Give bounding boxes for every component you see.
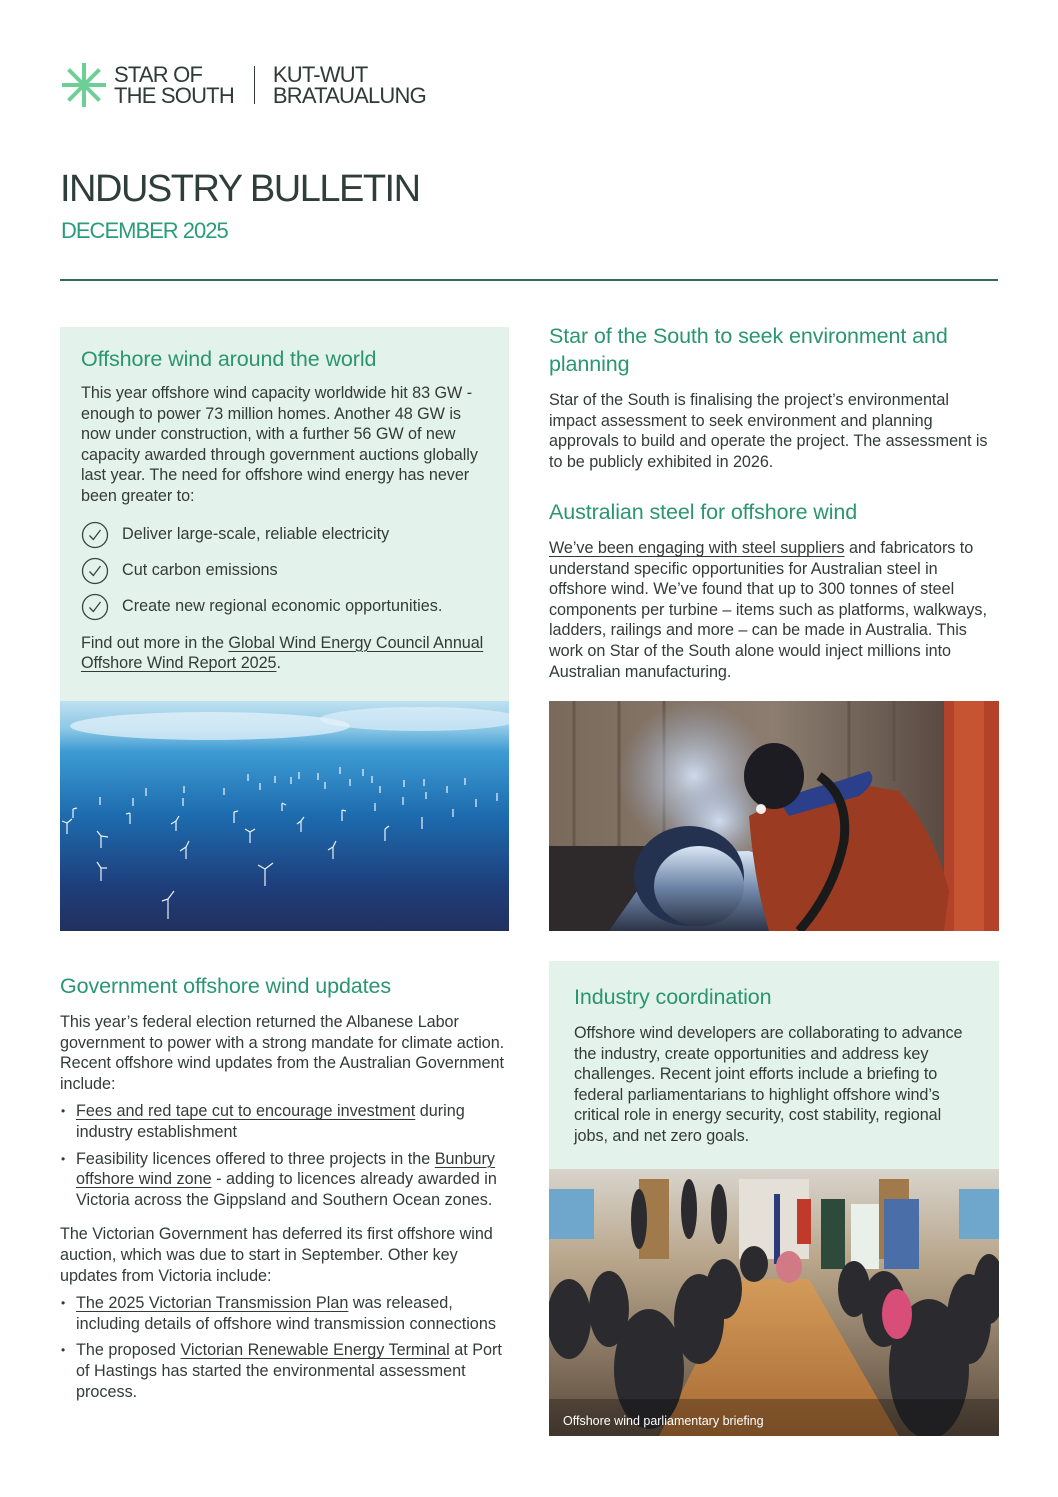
coordination-panel (549, 961, 999, 1169)
wind-farm-photo (60, 701, 509, 931)
steel-body-text: and fabricators to understand specific opportunities for Australian steel in offshore wind. We’ve found that up to 300 tonnes of steel components per turbine – items such as platforms, walkways, ladders, railings and more – can be made in Australia. This work on Star of the South alone would inject millions into Australian manufacturing. (549, 539, 987, 681)
bullet-icon: • (61, 1296, 66, 1311)
environment-planning-section (549, 322, 999, 472)
item-suffix: at Port of Hastings has started the environmental assessment process. (76, 1341, 502, 1401)
wind-farm-image (60, 701, 509, 931)
checklist-item (81, 553, 487, 589)
item-suffix: during industry establishment (76, 1102, 465, 1141)
offshore-world-more (81, 633, 487, 674)
bunbury-zone-link[interactable]: Bunbury offshore wind zone (76, 1149, 496, 1189)
welder-photo (549, 701, 999, 931)
steel-suppliers-link[interactable]: We’ve been engaging with steel suppliers (549, 539, 845, 557)
brand-alt-line2: BRATAUALUNG (272, 83, 426, 108)
briefing-photo (549, 1169, 999, 1436)
item-suffix: was released, including details of offshore wind transmission connections (76, 1294, 496, 1333)
victoria-intro: The Victorian Government has deferred its first offshore wind auction, which was due to start in September. Other key updates from Victoria include: (60, 1225, 493, 1285)
item-prefix: The proposed (76, 1341, 181, 1360)
item-prefix: Feasibility licences offered to three projects in the (76, 1149, 435, 1168)
logo-divider (254, 66, 255, 104)
brand-alt-line1: KUT-WUT (272, 62, 368, 87)
victoria-update-item (60, 1340, 510, 1402)
header-divider (60, 279, 998, 281)
brand-alt-name (273, 64, 426, 106)
victoria-updates-list (60, 1293, 510, 1402)
star-logo-icon (60, 61, 108, 109)
federal-update-item (60, 1149, 510, 1211)
renewable-terminal-link[interactable]: Victorian Renewable Energy Terminal (180, 1341, 450, 1360)
more-prefix: Find out more in the (81, 633, 229, 652)
bullet-icon: • (61, 1104, 66, 1119)
steel-body (549, 538, 999, 682)
briefing-photo-caption: Offshore wind parliamentary briefing (563, 1414, 764, 1428)
transmission-plan-link[interactable]: The 2025 Victorian Transmission Plan (76, 1294, 349, 1313)
more-suffix: . (276, 654, 281, 673)
gwec-report-link[interactable]: Global Wind Energy Council Annual Offshore Wind Report 2025 (81, 633, 484, 673)
offshore-world-panel (60, 327, 509, 701)
victoria-update-item (60, 1293, 510, 1334)
fees-red-tape-link[interactable]: Fees and red tape cut to encourage investment (76, 1102, 416, 1121)
check-circle-icon (81, 593, 109, 621)
coordination-heading: Industry coordination (574, 985, 772, 1009)
bulletin-date: DECEMBER 2025 (61, 218, 228, 243)
coordination-body: Offshore wind developers are collaborating to advance the industry, create opportunities and address key challenges. Recent joint efforts include a briefing to federal parliamentarians to highlight offshore wind’s critical role in energy security, cost stability, regional jobs, and net zero goals. (574, 1024, 963, 1145)
environment-planning-body: Star of the South is finalising the project’s environmental impact assessment to seek environment and planning approvals to build and operate the project. The assessment is to be publicly exhibited in 2026. (549, 391, 988, 471)
check-circle-icon (81, 557, 109, 585)
check-circle-icon (81, 521, 109, 549)
checklist-item (81, 589, 487, 625)
checklist-item-label: Deliver large-scale, reliable electricity (122, 525, 390, 544)
bullet-icon: • (61, 1151, 66, 1166)
steel-heading: Australian steel for offshore wind (549, 500, 858, 524)
brand-name-line1: STAR OF (114, 62, 203, 87)
brand-name-line2: THE SOUTH (114, 83, 234, 108)
checklist-item-label: Create new regional economic opportunities. (122, 597, 443, 616)
government-heading: Government offshore wind updates (60, 974, 392, 998)
checklist-item (81, 517, 487, 553)
federal-update-item (60, 1101, 510, 1142)
federal-updates-list (60, 1101, 510, 1210)
offshore-world-heading: Offshore wind around the world (81, 347, 377, 371)
item-suffix: - adding to licences already awarded in Victoria across the Gippsland and Southern Ocean zones. (76, 1170, 497, 1209)
checklist-item-label: Cut carbon emissions (122, 561, 278, 580)
government-section (60, 972, 510, 1408)
steel-section (549, 498, 999, 682)
government-intro: This year’s federal election returned the Albanese Labor government to power with a strong mandate for climate action. Recent offshore wind updates from the Australian Government include: (60, 1013, 505, 1093)
welder-image (549, 701, 999, 931)
environment-planning-heading: Star of the South to seek environment and planning (549, 324, 948, 376)
brand-name (114, 64, 234, 106)
bullet-icon: • (61, 1343, 66, 1358)
offshore-world-checklist (81, 517, 487, 625)
brand-logo (60, 60, 426, 110)
briefing-image (549, 1169, 999, 1436)
page-title: INDUSTRY BULLETIN (60, 168, 420, 210)
offshore-world-body: This year offshore wind capacity worldwide hit 83 GW - enough to power 73 million homes. Another 48 GW is now under construction, with a further 56 GW of new capacity awarded through government auctions globally last year. The need for offshore wind energy has never been greater to: (81, 384, 478, 505)
